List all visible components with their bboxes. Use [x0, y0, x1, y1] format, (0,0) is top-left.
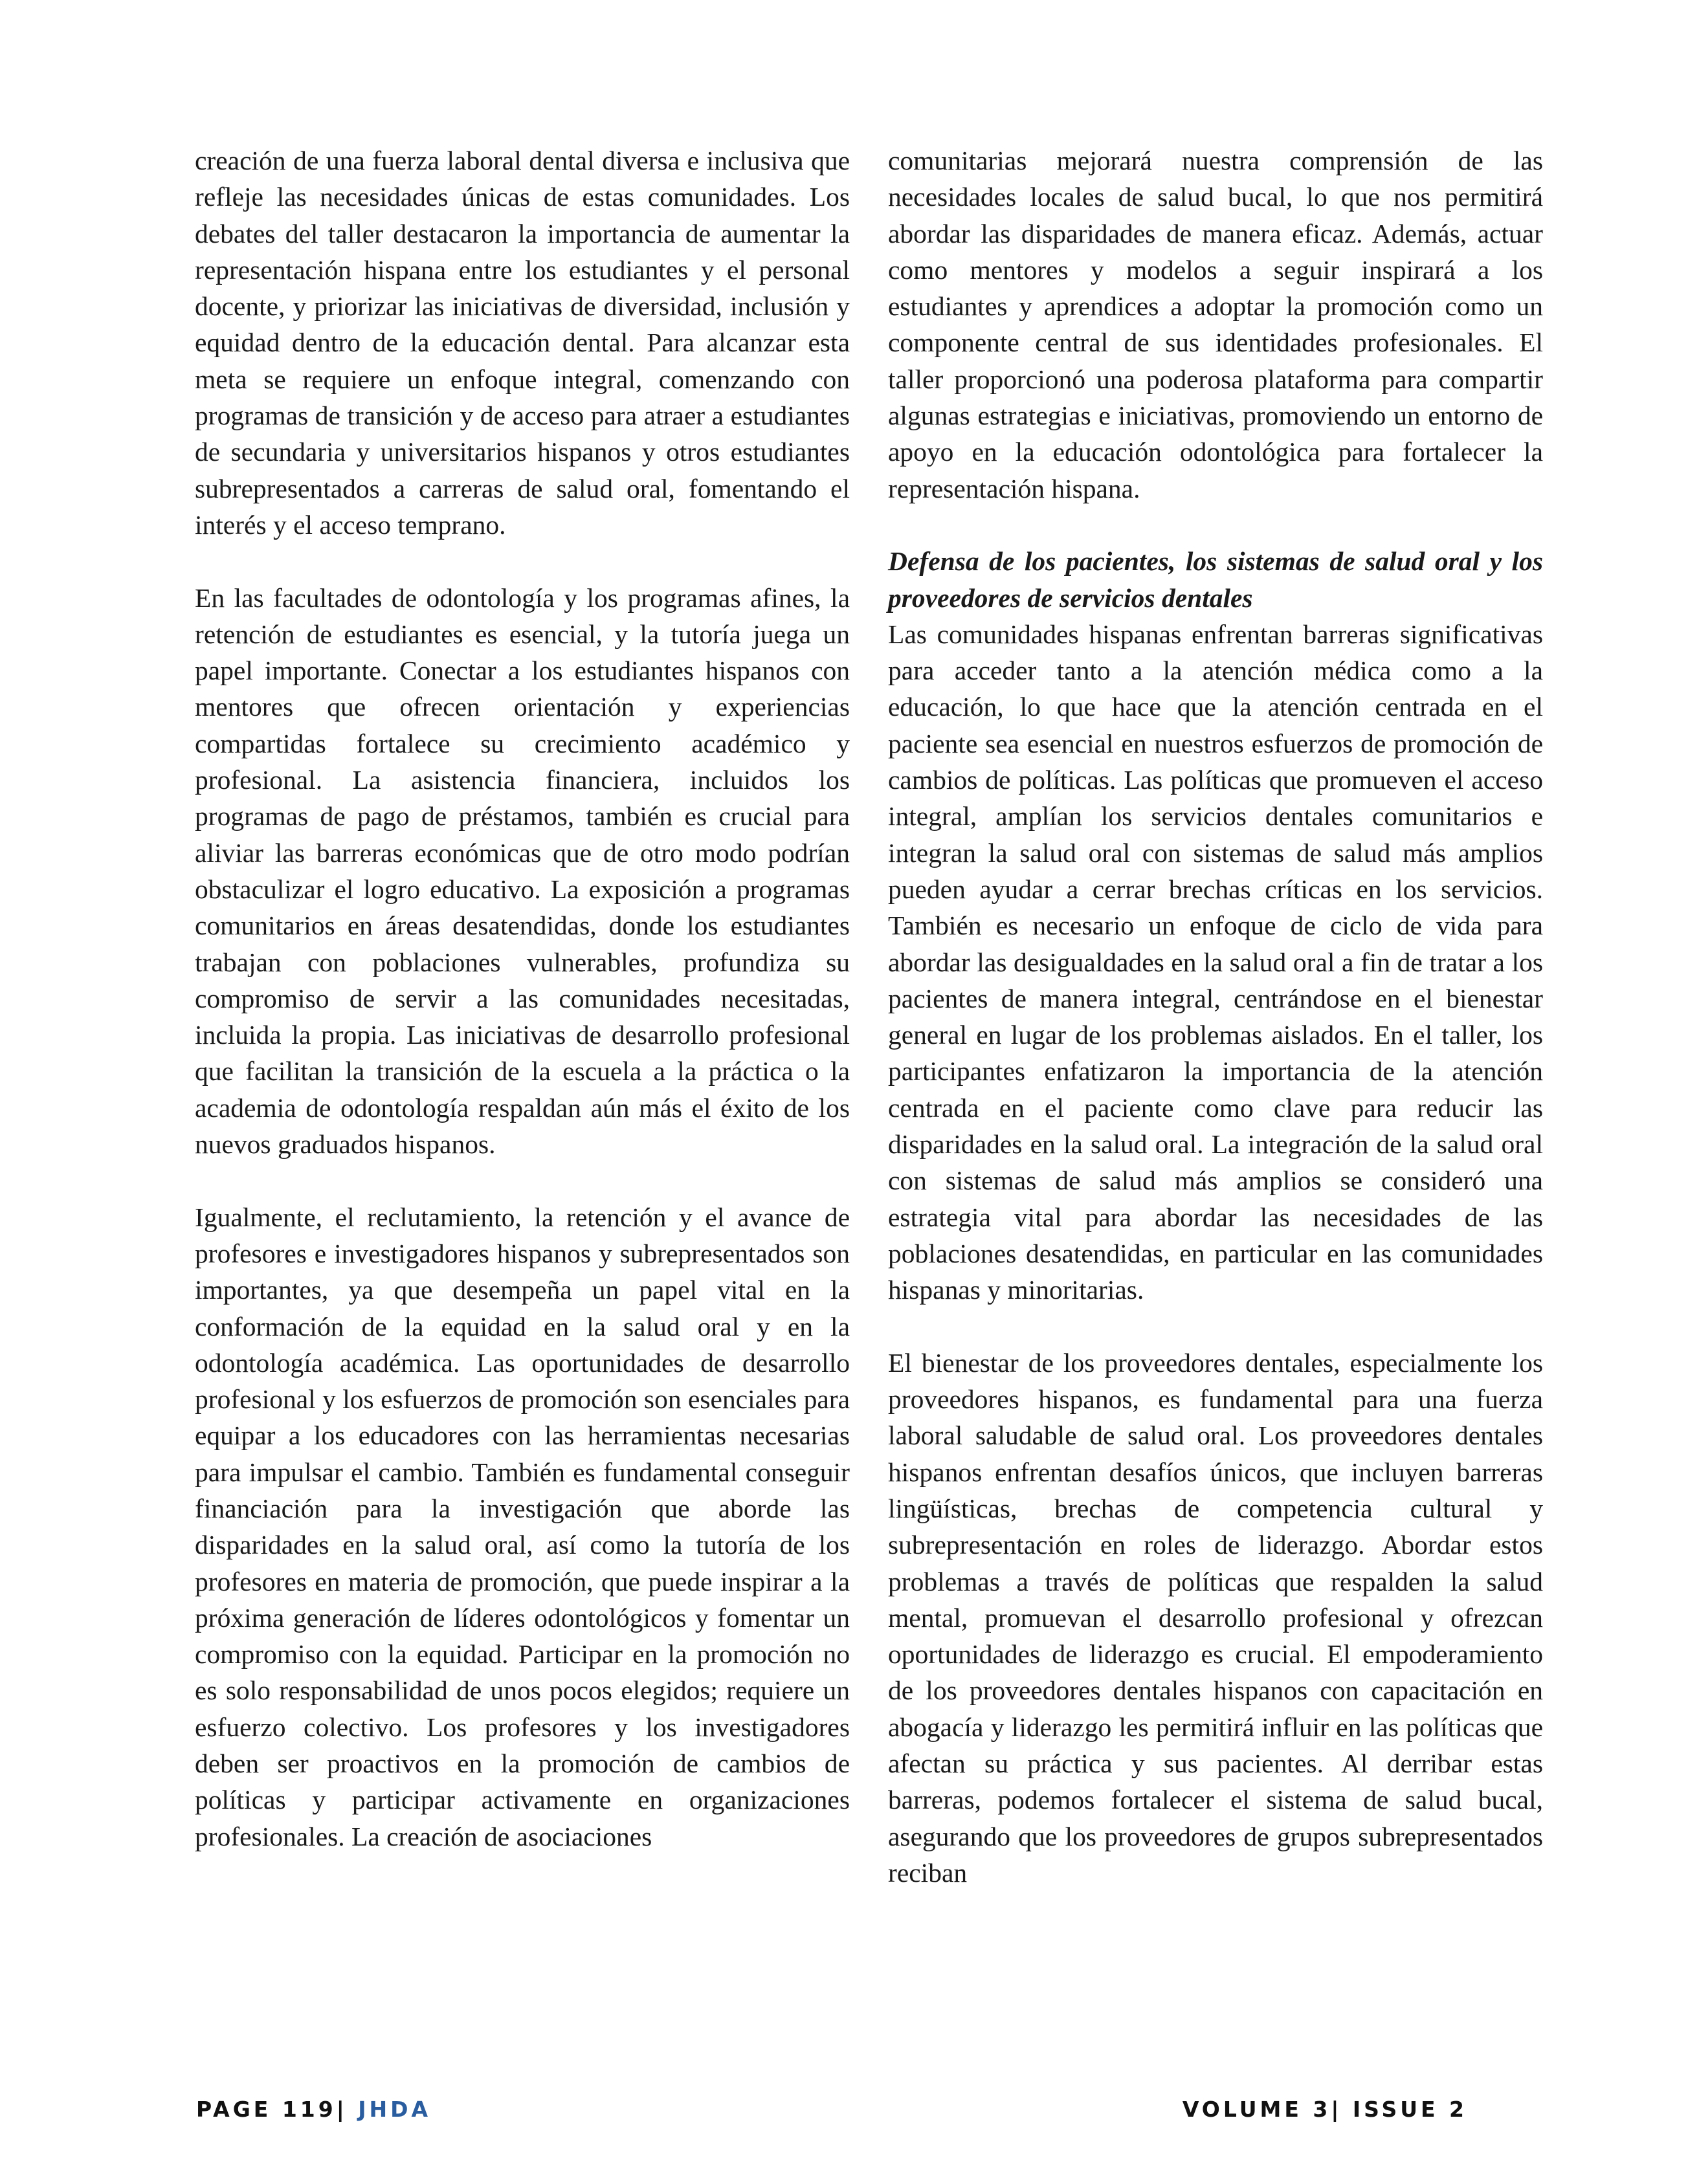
footer-page-number [196, 2097, 431, 2122]
footer-volume-issue: VOLUME 3| ISSUE 2 [1182, 2097, 1467, 2122]
section-heading-patient-advocacy: Defensa de los pacientes, los sistemas de salud oral y los proveedores de servicios dentales [888, 546, 1543, 613]
paragraph-faculty-recruitment: Igualmente, el reclutamiento, la retención y el avance de profesores e investigadores hispanos y subrepresentados son importantes, ya que desempeña un papel vital en la conformación de la equidad en la salud oral y en la odontología académica. Las oportunidades de desarrollo profesional y los esfuerzos de promoción son esenciales para equipar a los educadores con las herramientas necesarias para impulsar el cambio. También es fundamental conseguir financiación para la investigación que aborde las disparidades en la salud oral, así como la tutoría de los profesores en materia de promoción, que puede inspirar a la próxima generación de líderes odontológicos y fomentar un compromiso con la equidad. Participar en la promoción no es solo responsabilidad de unos pocos elegidos; requiere un esfuerzo colectivo. Los profesores y los investigadores deben ser proactivos en la promoción de cambios de políticas y participar activamente en organizaciones profesionales. La creación de asociaciones [195, 1202, 850, 1851]
right-column [888, 142, 1543, 1891]
paragraph-hispanic-communities-barriers: Las comunidades hispanas enfrentan barreras significativas para acceder tanto a la atención médica como a la educación, lo que hace que la atención centrada en el paciente sea esencial en nuestros esfuerzos de promoción de cambios de políticas. Las políticas que promueven el acceso integral, amplían los servicios dentales comunitarios e integran la salud oral con sistemas de salud más amplios pueden ayudar a cerrar brechas críticas en los servicios. También es necesario un enfoque de ciclo de vida para abordar las desigualdades en la salud oral a fin de tratar a los pacientes de manera integral, centrándose en el bienestar general en lugar de los problemas aislados. En el taller, los participantes enfatizaron la importancia de la atención centrada en el paciente como clave para reducir las disparidades en la salud oral. La integración de la salud oral con sistemas de salud más amplios se consideró una estrategia vital para abordar las necesidades de las poblaciones desatendidas, en particular en las comunidades hispanas y minoritarias. [888, 619, 1543, 1305]
journal-name: JHDA [358, 2097, 432, 2122]
paragraph-workforce-diversity: creación de una fuerza laboral dental diversa e inclusiva que refleje las necesidades únicas de estas comunidades. Los debates del taller destacaron la importancia de aumentar la representación hispana entre los estudiantes y el personal docente, y priorizar las iniciativas de diversidad, inclusión y equidad dentro de la educación dental. Para alcanzar esta meta se requiere un enfoque integral, comenzando con programas de transición y de acceso para atraer a estudiantes de secundaria y universitarios hispanos y otros estudiantes subrepresentados a carreras de salud oral, fomentando el interés y el acceso temprano. [195, 146, 850, 540]
paragraph-provider-wellbeing: El bienestar de los proveedores dentales, especialmente los proveedores hispanos, es fundamental para una fuerza laboral saludable de salud oral. Los proveedores dentales hispanos enfrentan desafíos únicos, que incluyen barreras lingüísticas, brechas de competencia cultural y subrepresentación en roles de liderazgo. Abordar estos problemas a través de políticas que respalden la salud mental, promuevan el desarrollo profesional y ofrezcan oportunidades de liderazgo es crucial. El empoderamiento de los proveedores dentales hispanos con capacitación en abogacía y liderazgo les permitirá influir en las políticas que afectan su práctica y sus pacientes. Al derribar estas barreras, podemos fortalecer el sistema de salud bucal, asegurando que los proveedores de grupos subrepresentados reciban [888, 1347, 1543, 1888]
paragraph-student-retention: En las facultades de odontología y los programas afines, la retención de estudiantes es esencial, y la tutoría juega un papel importante. Conectar a los estudiantes hispanos con mentores que ofrecen orientación y experiencias compartidas fortalece su crecimiento académico y profesional. La asistencia financiera, incluidos los programas de pago de préstamos, también es crucial para aliviar las barreras económicas que de otro modo podrían obstaculizar el logro educativo. La exposición a programas comunitarios en áreas desatendidas, donde los estudiantes trabajan con poblaciones vulnerables, profundiza su compromiso de servir a las comunidades necesitadas, incluida la propia. Las iniciativas de desarrollo profesional que facilitan la transición de la escuela a la práctica o la academia de odontología respaldan aún más el éxito de los nuevos graduados hispanos. [195, 582, 850, 1160]
left-column [195, 142, 850, 1855]
paragraph-community-partnerships: comunitarias mejorará nuestra comprensión de las necesidades locales de salud bucal, lo que nos permitirá abordar las disparidades de manera eficaz. Además, actuar como mentores y modelos a seguir inspirará a los estudiantes y aprendices a adoptar la promoción como un componente central de sus identidades profesionales. El taller proporcionó una poderosa plataforma para compartir algunas estrategias e iniciativas, promoviendo un entorno de apoyo en la educación odontológica para fortalecer la representación hispana. [888, 146, 1543, 503]
page-number-label: PAGE 119| [196, 2097, 348, 2122]
